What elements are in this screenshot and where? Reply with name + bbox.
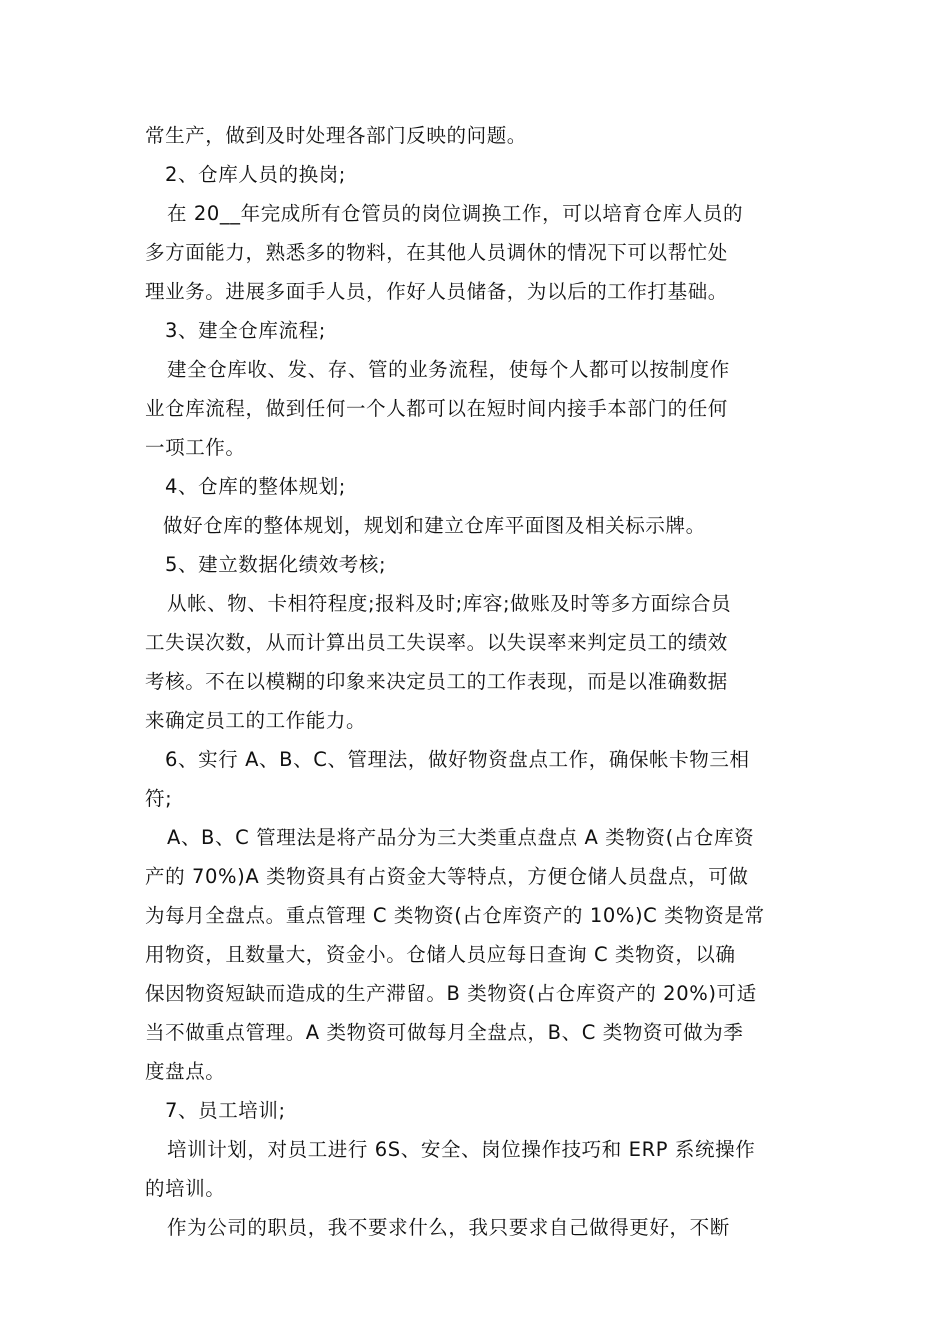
text-line: 符;	[145, 787, 173, 810]
text-line: 做好仓库的整体规划，规划和建立仓库平面图及相关标示牌。	[163, 514, 706, 537]
text-line: 用物资，且数量大，资金小。仓储人员应每日查询 C 类物资，以确	[145, 943, 736, 966]
text-line: 3、建全仓库流程;	[165, 319, 326, 342]
text-line: 建全仓库收、发、存、管的业务流程，使每个人都可以按制度作	[167, 358, 730, 381]
text-line: 工失误次数，从而计算出员工失误率。以失误率来判定员工的绩效	[145, 631, 728, 654]
text-line: 6、实行 A、B、C、管理法，做好物资盘点工作，确保帐卡物三相	[165, 748, 750, 771]
text-line: 培训计划，对员工进行 6S、安全、岗位操作技巧和 ERP 系统操作	[167, 1138, 756, 1161]
text-line: 4、仓库的整体规划;	[165, 475, 346, 498]
text-line: 来确定员工的工作能力。	[145, 709, 367, 732]
text-line: 业仓库流程，做到任何一个人都可以在短时间内接手本部门的任何	[145, 397, 728, 420]
text-line: 产的 70%)A 类物资具有占资金大等特点，方便仓储人员盘点，可做	[145, 865, 749, 888]
text-line: 考核。不在以模糊的印象来决定员工的工作表现，而是以准确数据	[145, 670, 728, 693]
text-line: 的培训。	[145, 1177, 226, 1200]
text-line: 常生产，做到及时处理各部门反映的问题。	[145, 124, 527, 147]
text-line: A、B、C 管理法是将产品分为三大类重点盘点 A 类物资(占仓库资	[167, 826, 755, 849]
text-line: 5、建立数据化绩效考核;	[165, 553, 387, 576]
text-line: 2、仓库人员的换岗;	[165, 163, 346, 186]
text-line: 当不做重点管理。A 类物资可做每月全盘点，B、C 类物资可做为季	[145, 1021, 744, 1044]
text-line: 在 20__年完成所有仓管员的岗位调换工作，可以培育仓库人员的	[167, 202, 744, 225]
text-line: 为每月全盘点。重点管理 C 类物资(占仓库资产的 10%)C 类物资是常	[145, 904, 765, 927]
document-body	[145, 116, 807, 1247]
text-line: 从帐、物、卡相符程度;报料及时;库容;做账及时等多方面综合员	[167, 592, 732, 615]
text-line: 度盘点。	[145, 1060, 226, 1083]
text-line: 理业务。进展多面手人员，作好人员储备，为以后的工作打基础。	[145, 280, 728, 303]
text-line: 7、员工培训;	[165, 1099, 286, 1122]
text-line: 保因物资短缺而造成的生产滞留。B 类物资(占仓库资产的 20%)可适	[145, 982, 757, 1005]
text-line: 多方面能力，熟悉多的物料，在其他人员调休的情况下可以帮忙处	[145, 241, 728, 264]
text-line: 一项工作。	[145, 436, 246, 459]
text-line: 作为公司的职员，我不要求什么，我只要求自己做得更好，不断	[167, 1216, 730, 1239]
